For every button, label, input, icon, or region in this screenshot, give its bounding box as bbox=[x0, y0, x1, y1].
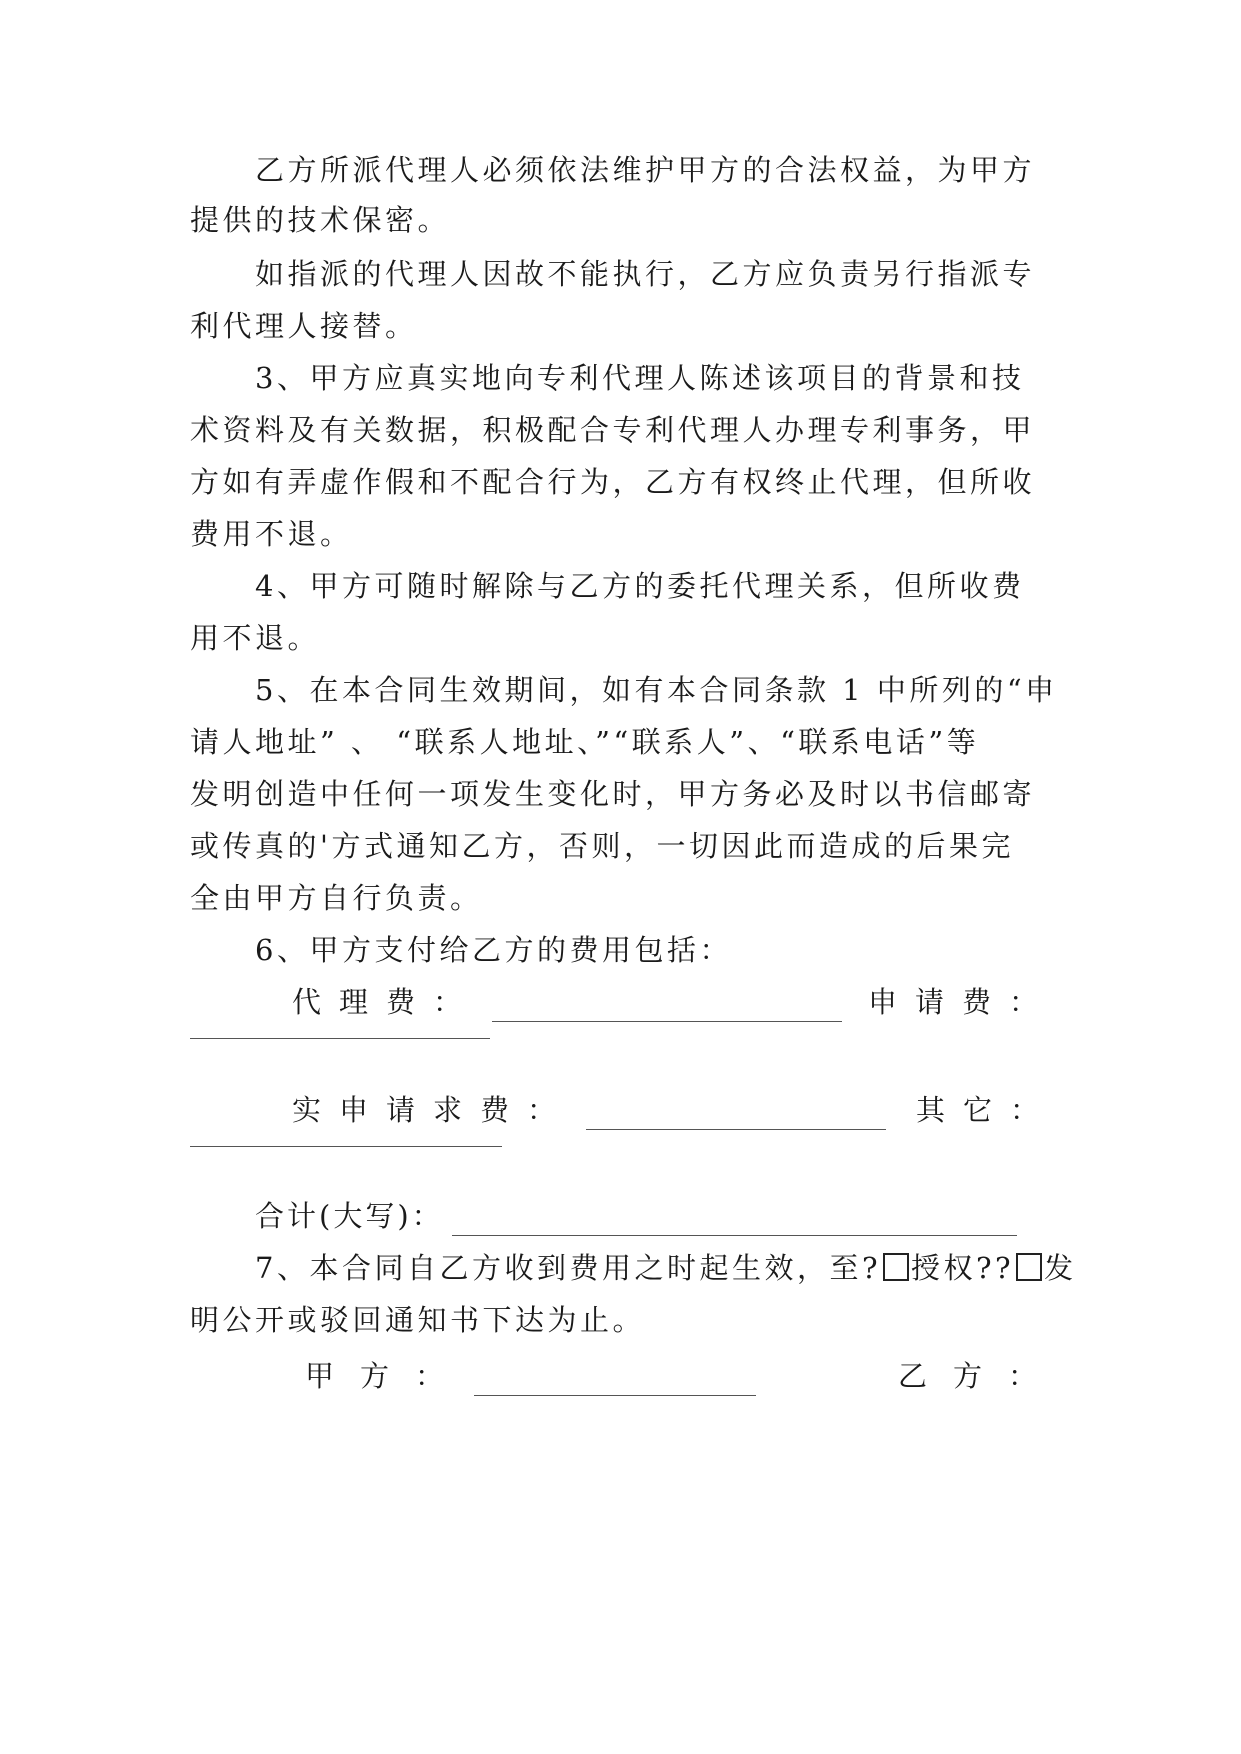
paragraph-line bbox=[255, 1248, 1077, 1288]
paragraph-line: 利代理人接替。 bbox=[190, 309, 418, 343]
clause7-text-b: 授权?? bbox=[911, 1251, 1015, 1285]
fee-row-application bbox=[868, 982, 1056, 1022]
signature-party-a bbox=[305, 1356, 756, 1396]
signature-party-b bbox=[898, 1356, 1063, 1396]
total-label: 合计(大写)： bbox=[255, 1199, 444, 1233]
clause7-text-c: 发 bbox=[1044, 1251, 1077, 1285]
party-a-blank[interactable] bbox=[474, 1367, 756, 1396]
paragraph-line: 用不退。 bbox=[190, 621, 321, 655]
agency-fee-label: 代理费： bbox=[292, 985, 481, 1019]
paragraph-line: 费用不退。 bbox=[190, 517, 353, 551]
total-blank[interactable] bbox=[452, 1207, 1017, 1236]
fee-row-total bbox=[255, 1196, 1017, 1236]
paragraph-line: 术资料及有关数据，积极配合专利代理人办理专利事务，甲 bbox=[190, 413, 1036, 447]
exam-fee-label: 实申请求费： bbox=[292, 1093, 575, 1127]
paragraph-line: 如指派的代理人因故不能执行，乙方应负责另行指派专 bbox=[255, 257, 1036, 291]
paragraph-line: 发明创造中任何一项发生变化时，甲方务必及时以书信邮寄 bbox=[190, 777, 1036, 811]
paragraph-line: 明公开或驳回通知书下达为止。 bbox=[190, 1303, 646, 1337]
checkbox-icon[interactable] bbox=[1016, 1253, 1042, 1281]
paragraph-line: 5、在本合同生效期间，如有本合同条款 1 中所列的“申 bbox=[255, 673, 1058, 707]
other-fee-label: 其它： bbox=[916, 1093, 1058, 1127]
paragraph-line: 或传真的'方式通知乙方，否则，一切因此而造成的后果完 bbox=[190, 829, 1014, 863]
checkbox-icon[interactable] bbox=[883, 1253, 909, 1281]
paragraph-line: 全由甲方自行负责。 bbox=[190, 881, 483, 915]
agency-fee-blank[interactable] bbox=[492, 993, 842, 1022]
paragraph-line: 请人地址” 、 “联系人地址、”“联系人”、“联系电话”等 bbox=[190, 725, 980, 759]
other-fee-blank[interactable] bbox=[190, 1118, 502, 1147]
application-fee-blank[interactable] bbox=[190, 1010, 490, 1039]
party-a-label: 甲方： bbox=[305, 1359, 471, 1393]
clause7-text-a: 7、本合同自乙方收到费用之时起生效，至? bbox=[255, 1251, 881, 1285]
paragraph-line: 提供的技术保密。 bbox=[190, 203, 451, 237]
other-fee-blank-wrap bbox=[190, 1118, 502, 1147]
application-fee-blank-wrap bbox=[190, 1010, 490, 1039]
fee-row-other bbox=[916, 1090, 1057, 1130]
paragraph-line: 乙方所派代理人必须依法维护甲方的合法权益，为甲方 bbox=[255, 153, 1036, 187]
exam-fee-blank[interactable] bbox=[586, 1101, 886, 1130]
paragraph-line: 3、甲方应真实地向专利代理人陈述该项目的背景和技 bbox=[255, 361, 1025, 395]
application-fee-label: 申请费： bbox=[868, 985, 1057, 1019]
paragraph-line: 6、甲方支付给乙方的费用包括： bbox=[255, 933, 732, 967]
party-b-label: 乙方： bbox=[898, 1359, 1064, 1393]
paragraph-line: 方如有弄虚作假和不配合行为，乙方有权终止代理，但所收 bbox=[190, 465, 1036, 499]
paragraph-line: 4、甲方可随时解除与乙方的委托代理关系，但所收费 bbox=[255, 569, 1025, 603]
